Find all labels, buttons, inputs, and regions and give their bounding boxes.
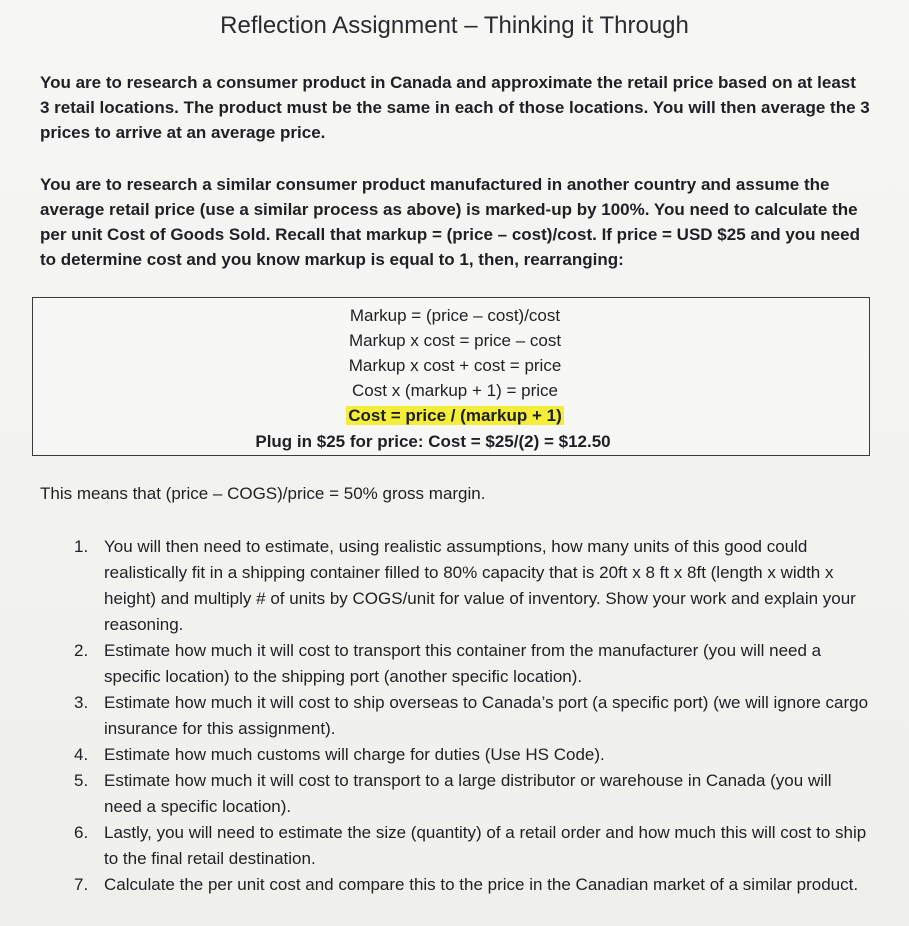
markup-paragraph: You are to research a similar consumer product manufactured in another country and assume the average retail price (use a similar process as above) is marked-up by 100%. You need to calculate the per unit Cost of Goods Sold. Recall that markup = (price – cost)/cost. If price = USD $25 and you need to determine cost and you know markup is equal to 1, then, rearranging: — [40, 175, 860, 269]
intro-paragraph: You are to research a consumer product in Canada and approximate the retail price based on at least 3 retail locations. The product must be the same in each of those locations. You will then average the 3 prices to arrive at an average price. — [40, 73, 870, 142]
formula-line: Cost x (markup + 1) = price — [352, 381, 558, 400]
formula-line: Markup = (price – cost)/cost — [349, 306, 561, 325]
formula-line-highlighted — [37, 406, 873, 426]
gross-margin-statement: This means that (price – COGS)/price = 50% gross margin. — [40, 484, 486, 503]
list-item: 4. Estimate how much customs will charge for duties (Use HS Code). — [74, 745, 605, 764]
highlighted-formula: Cost = price / (markup + 1) — [348, 406, 562, 425]
formula-box — [32, 297, 870, 456]
list-item: 7. Calculate the per unit cost and compare this to the price in the Canadian market of a similar product. — [74, 875, 859, 894]
formula-line: Markup x cost = price – cost — [348, 331, 562, 350]
formula-result: Plug in $25 for price: Cost = $25/(2) = $12.50 — [255, 432, 611, 451]
list-item: 2. Estimate how much it will cost to transport this container from the manufacturer (you will need a specific location) to the shipping port (another specific location). — [74, 641, 822, 686]
list-item: 1. You will then need to estimate, using realistic assumptions, how many units of this good could realistically fit in a shipping container filled to 80% capacity that is 20ft x 8 ft x 8ft (length x width x height) and multiply # of units by COGS/unit for value of inventory. Show your work and explain your reasoning. — [74, 537, 856, 634]
list-item: 5. Estimate how much it will cost to transport to a large distributor or warehouse in Canada (you will need a specific location). — [74, 771, 832, 816]
steps-list — [70, 534, 870, 898]
list-item: 6. Lastly, you will need to estimate the size (quantity) of a retail order and how much this will cost to ship to the final retail destination. — [74, 823, 867, 868]
page-title: Reflection Assignment – Thinking it Through — [220, 12, 689, 39]
formula-line: Markup x cost + cost = price — [348, 356, 562, 375]
list-item: 3. Estimate how much it will cost to ship overseas to Canada’s port (a specific port) (we will ignore cargo insurance for this assignment). — [74, 693, 869, 738]
